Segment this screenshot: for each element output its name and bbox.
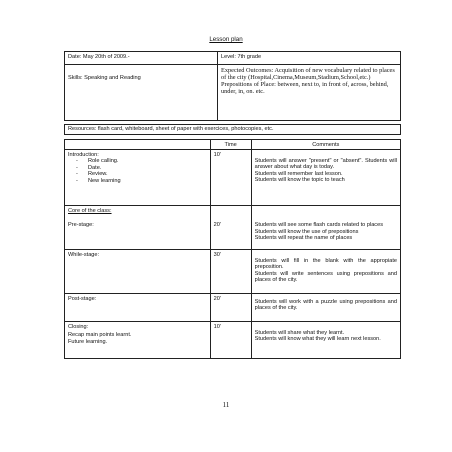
while-stage-label: While-stage: — [65, 250, 211, 294]
pre-stage-label: Pre-stage: — [68, 222, 94, 229]
comment-line: Students will know what they will learn next lesson. — [254, 336, 381, 343]
core-title: Core of the class: — [68, 207, 112, 214]
introduction-time: 10' — [210, 150, 251, 206]
closing-time: 10' — [210, 322, 251, 359]
page-number: 11 — [222, 401, 230, 409]
comment-line: Students will see some flash cards related to places — [254, 222, 384, 229]
resources-cell: Resources: flash card, whiteboard, sheet of paper with exercices, photocopies, etc. — [65, 125, 401, 135]
introduction-cell — [65, 150, 211, 206]
core-cell — [65, 206, 211, 250]
post-stage-comments — [251, 294, 400, 322]
resources-table — [64, 124, 401, 135]
closing-label: Closing: — [68, 323, 89, 330]
post-stage-time: 20' — [210, 294, 251, 322]
while-stage-time: 30' — [210, 250, 251, 294]
closing-cell — [65, 322, 211, 359]
closing-item: Future learning. — [68, 338, 108, 345]
introduction-title: Introduction: — [68, 151, 99, 158]
list-item: - New learning — [88, 178, 207, 184]
page-title: Lesson plan — [209, 36, 243, 43]
comment-line: Students will remember last lesson. — [254, 170, 343, 177]
header-blank-cell — [65, 140, 211, 150]
comment-line: Students will work with a puzzle using prepositions and places of the city. — [254, 298, 397, 312]
list-item: - Review. — [88, 171, 207, 177]
time-header: Time — [210, 140, 251, 150]
level-cell: Level: 7th grade — [218, 52, 401, 65]
skills-cell: Skills: Speaking and Reading — [65, 65, 218, 121]
date-cell: Date: May 20th of 2009.- — [65, 52, 218, 65]
list-item: - Date. — [88, 165, 207, 171]
introduction-comments — [251, 150, 400, 206]
post-stage-label: Post-stage: — [65, 294, 211, 322]
while-stage-comments — [251, 250, 400, 294]
pre-stage-comments — [251, 206, 400, 250]
comment-line: Students will know the topic to teach — [254, 177, 345, 184]
closing-comments — [251, 322, 400, 359]
pre-stage-time: 20' — [210, 206, 251, 250]
comment-line: Students will know the use of prepositions — [254, 228, 359, 235]
header-table — [64, 51, 401, 121]
comment-line: Students will share what they learnt. — [254, 329, 345, 336]
closing-item: Recap main points learnt. — [68, 332, 132, 339]
comments-header: Comments — [251, 140, 400, 150]
comment-line: Students will answer "present" or "absent". Students will answer about what day is today. — [254, 157, 397, 171]
comment-line: Students will write sentences using prepositions and places of the city. — [254, 270, 397, 284]
comment-line: Students will repeat the name of places — [254, 235, 353, 242]
outcomes-cell: Expected Outcomes: Acquisition of new vocabulary related to places of the city (Hospital,Cinema,Museum,Stadium,School,etc.) Prepositions of Place: between, next to, in front of, across, behind, under, in, on. etc. — [218, 65, 401, 121]
list-item: - Role calling. — [88, 158, 207, 164]
introduction-list — [68, 158, 207, 184]
comment-line: Students will fill in the blank with the appropiate preposition. — [254, 257, 397, 271]
plan-table — [64, 139, 401, 359]
